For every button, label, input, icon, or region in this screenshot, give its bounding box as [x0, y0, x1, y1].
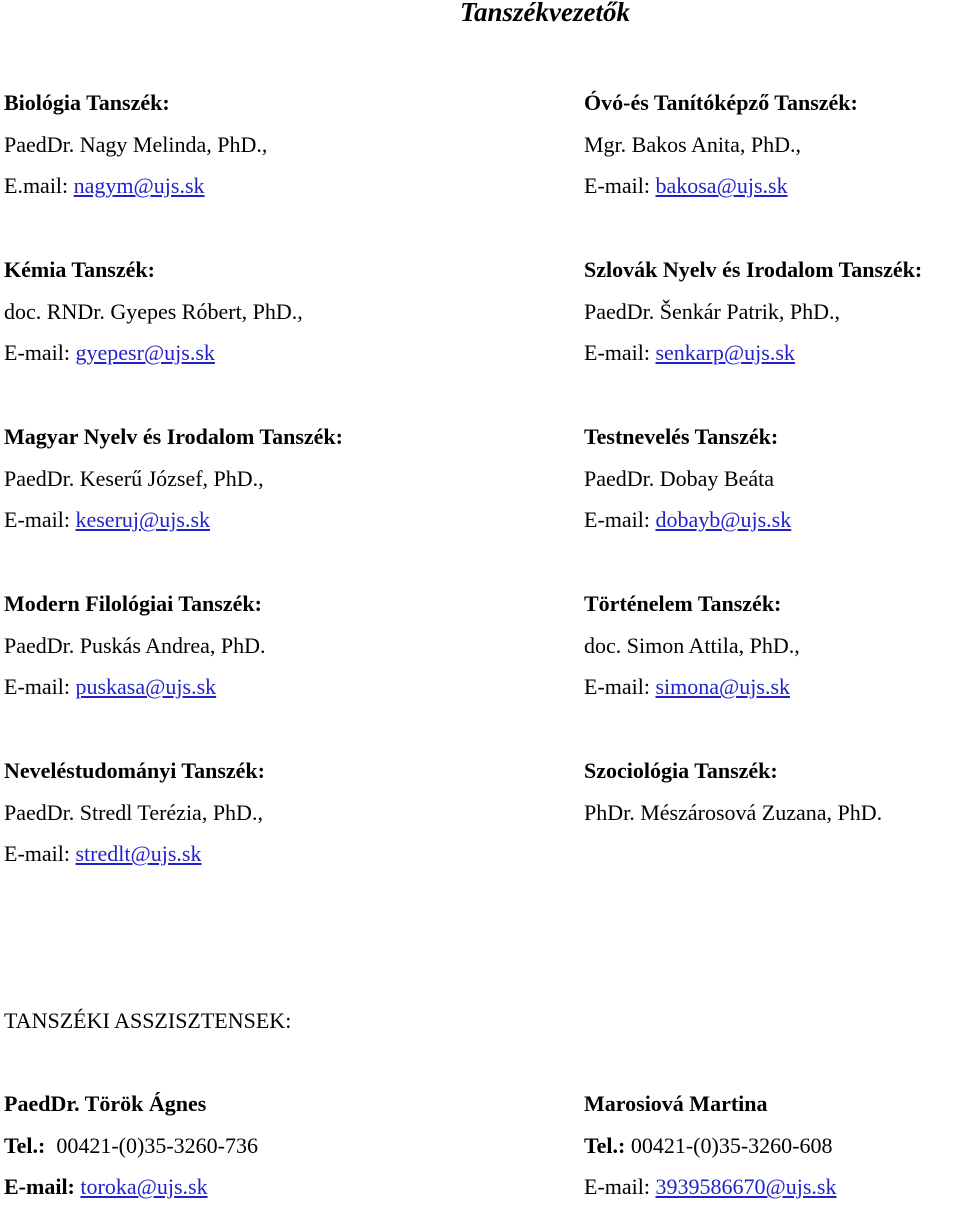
department-ovo-tanitokepzo [584, 82, 858, 207]
email-label: E-mail: [4, 1174, 75, 1199]
department-name: Kémia Tanszék: [4, 257, 155, 282]
department-head: PaedDr. Stredl Terézia, PhD., [4, 799, 263, 825]
department-head: PaedDr. Dobay Beáta [584, 465, 774, 491]
department-name: Szlovák Nyelv és Irodalom Tanszék: [584, 257, 923, 282]
email-link[interactable]: 3939586670@ujs.sk [655, 1174, 837, 1199]
department-name: Szociológia Tanszék: [584, 758, 778, 783]
assistant-1 [4, 1083, 258, 1208]
department-head: PhDr. Mészárosová Zuzana, PhD. [584, 799, 883, 825]
email-link[interactable]: nagym@ujs.sk [73, 173, 205, 198]
department-biologia [4, 82, 267, 207]
email-link[interactable]: bakosa@ujs.sk [655, 173, 788, 198]
assistants-heading: TANSZÉKI ASSZISZTENSEK: [4, 1008, 292, 1033]
department-head: PaedDr. Keserű József, PhD., [4, 465, 264, 491]
department-tortenelem [584, 583, 800, 708]
department-head: Mgr. Bakos Anita, PhD., [584, 131, 801, 157]
department-nevelestudomany [4, 750, 265, 875]
email-label: E-mail: [4, 841, 70, 866]
tel-number: 00421-(0)35-3260-736 [56, 1132, 258, 1158]
department-head: PaedDr. Šenkár Patrik, PhD., [584, 298, 841, 324]
department-kemia [4, 249, 303, 374]
email-label: E-mail: [584, 340, 650, 365]
email-label: E-mail: [4, 340, 70, 365]
department-name: Testnevelés Tanszék: [584, 424, 779, 449]
email-label: E-mail: [584, 173, 650, 198]
email-link[interactable]: stredlt@ujs.sk [75, 841, 202, 866]
department-name: Óvó-és Tanítóképző Tanszék: [584, 90, 858, 115]
email-label: E-mail: [584, 1174, 650, 1199]
assistant-2 [584, 1083, 836, 1208]
email-label: E-mail: [584, 674, 650, 699]
email-link[interactable]: senkarp@ujs.sk [655, 340, 795, 365]
department-name: Történelem Tanszék: [584, 591, 782, 616]
assistant-name: PaedDr. Török Ágnes [4, 1091, 207, 1116]
department-head: doc. RNDr. Gyepes Róbert, PhD., [4, 298, 303, 324]
email-link[interactable]: toroka@ujs.sk [80, 1174, 208, 1199]
tel-colon: : [38, 1132, 46, 1158]
department-testneveles [584, 416, 791, 541]
department-szlovak [584, 249, 922, 374]
department-magyar [4, 416, 343, 541]
department-head: doc. Simon Attila, PhD., [584, 632, 800, 658]
email-label: E-mail: [584, 507, 650, 532]
email-label: E-mail: [4, 674, 70, 699]
email-link[interactable]: keseruj@ujs.sk [75, 507, 211, 532]
tel-label: Tel. [4, 1132, 39, 1158]
page-title: Tanszékvezetők [460, 0, 630, 27]
department-name: Modern Filológiai Tanszék: [4, 591, 262, 616]
tel-colon: : [618, 1132, 626, 1158]
email-label: E-mail: [4, 507, 70, 532]
email-link[interactable]: puskasa@ujs.sk [75, 674, 217, 699]
tel-number: 00421-(0)35-3260-608 [630, 1132, 833, 1158]
department-head: PaedDr. Nagy Melinda, PhD., [4, 131, 268, 157]
department-name: Biológia Tanszék: [4, 90, 170, 115]
email-label: E.mail: [4, 173, 69, 198]
email-link[interactable]: gyepesr@ujs.sk [75, 340, 215, 365]
department-head: PaedDr. Puskás Andrea, PhD. [4, 632, 266, 658]
department-name: Magyar Nyelv és Irodalom Tanszék: [4, 424, 343, 449]
department-szociologia [584, 750, 882, 833]
assistant-name: Marosiová Martina [584, 1091, 768, 1116]
department-modern-filologia [4, 583, 266, 708]
email-link[interactable]: simona@ujs.sk [655, 674, 791, 699]
department-name: Neveléstudományi Tanszék: [4, 758, 265, 783]
email-link[interactable]: dobayb@ujs.sk [655, 507, 792, 532]
tel-label: Tel. [584, 1132, 619, 1158]
